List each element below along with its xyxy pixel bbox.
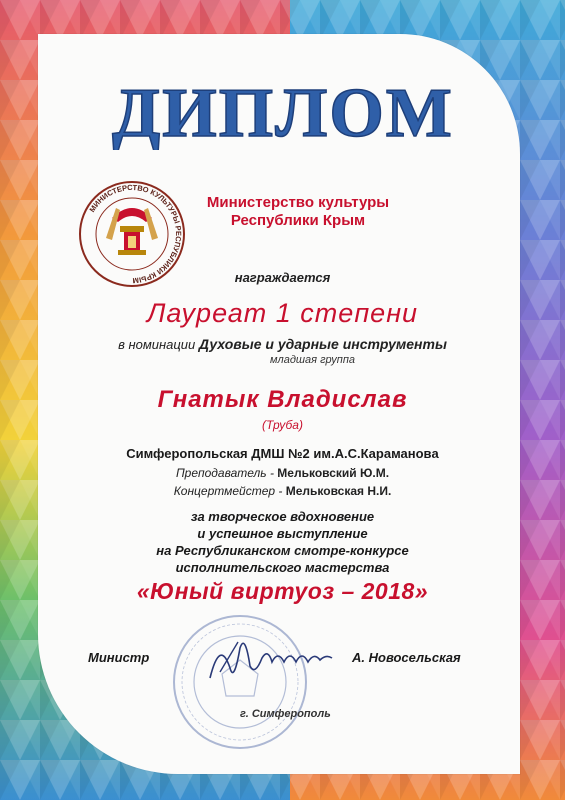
signature-name: А. Новосельская <box>352 650 461 665</box>
teacher-name: Мельковский Ю.М. <box>277 466 390 480</box>
nomination-name: Духовые и ударные инструменты <box>198 336 447 352</box>
recipient-instrument: (Труба) <box>262 418 303 432</box>
school-name: Симферопольская ДМШ №2 им.А.С.Карамановa <box>126 446 439 461</box>
signature-position: Министр <box>88 650 150 665</box>
svg-text:МИНИСТЕРСТВО КУЛЬТУРЫ РЕСПУБЛИ: МИНИСТЕРСТВО КУЛЬТУРЫ РЕСПУБЛИКИ КРЫМ <box>87 182 184 286</box>
recipient-name: Гнатык Владислав <box>157 386 408 413</box>
awarded-label: награждается <box>234 270 331 285</box>
ministry-name <box>198 194 398 230</box>
title-text: ДИПЛОМ <box>111 75 454 150</box>
reason-line-1: за творческое вдохновение <box>190 509 375 524</box>
city-label: г. Симферополь <box>240 708 331 720</box>
contest-name: «Юный виртуоз – 2018» <box>136 578 429 604</box>
ministry-line2: Республики Крым <box>230 212 366 229</box>
award-title: Лауреат 1 степени <box>146 298 419 328</box>
diploma-title <box>0 70 565 150</box>
reason-block <box>0 508 565 576</box>
ministry-line1: Министерство культуры <box>206 194 390 211</box>
accompanist-name: Мельковская Н.И. <box>285 484 392 498</box>
teacher-line <box>0 466 565 480</box>
reason-line-3: на Республиканском смотре-конкурсе <box>156 543 409 558</box>
handwritten-signature <box>200 628 350 688</box>
reason-line-4: исполнительского мастерства <box>175 560 390 575</box>
reason-line-2: и успешное выступление <box>197 526 368 541</box>
accompanist-line <box>0 484 565 498</box>
group-label: младшая группа <box>269 354 356 366</box>
nomination-prefix: в номинации <box>118 337 196 352</box>
teacher-label: Преподаватель - <box>175 466 274 480</box>
nomination-line <box>0 336 565 352</box>
accompanist-label: Концертмейстер - <box>173 484 283 498</box>
